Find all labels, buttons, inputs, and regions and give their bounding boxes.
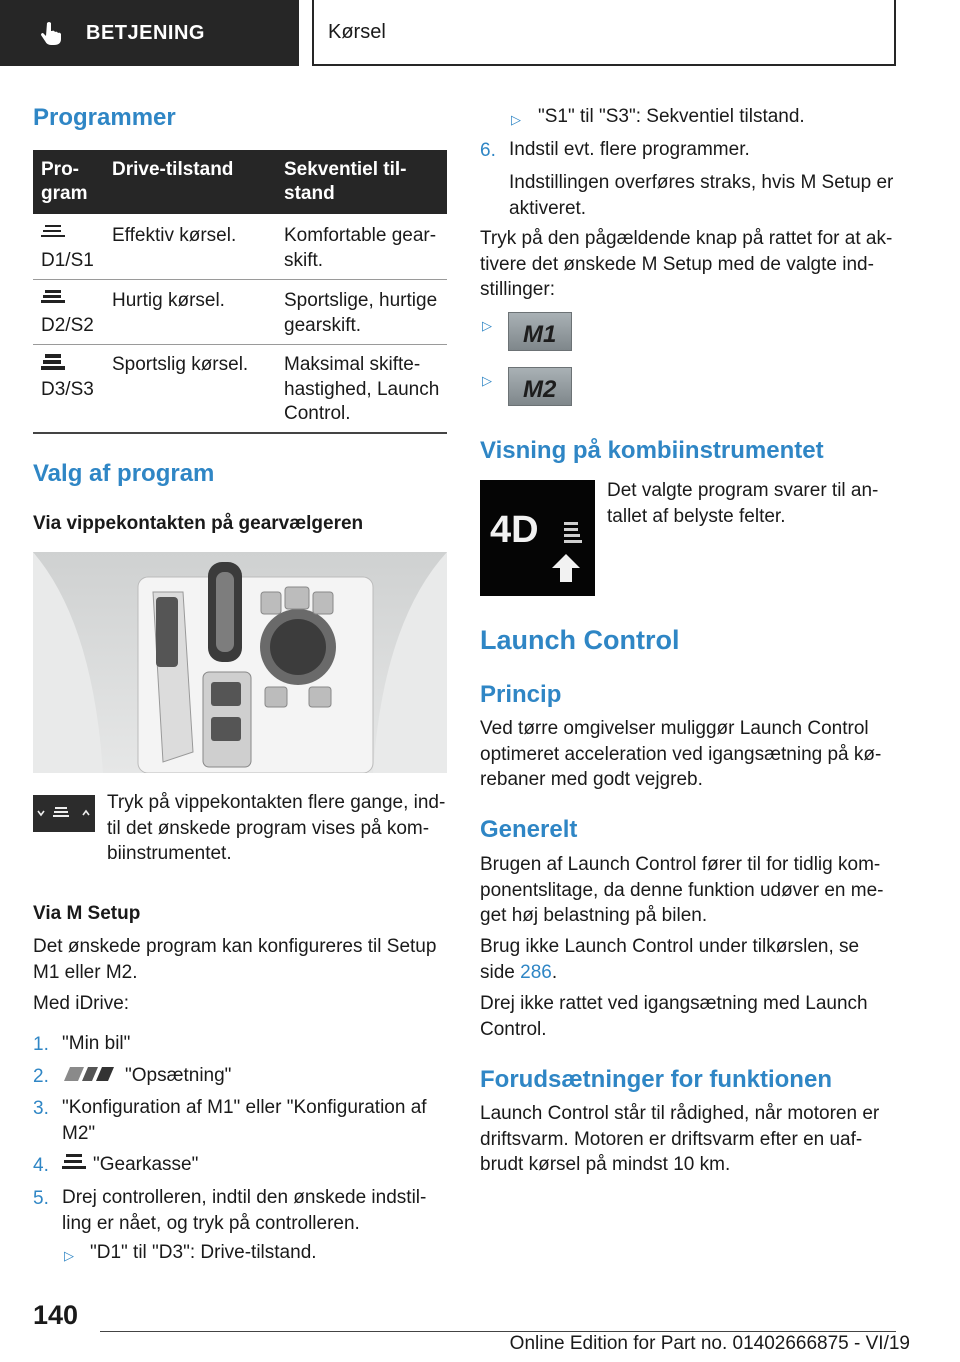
step-1-num: 1. — [33, 1034, 49, 1055]
gearbox-icon — [62, 1154, 86, 1170]
step-5-text: Drej controlleren, indtil den ønskede indstil- ling er nået, og tryk på controlleren. — [62, 1187, 427, 1234]
gear-selector-photo — [33, 552, 447, 773]
brug-paragraph — [480, 934, 859, 985]
step-3-num: 3. — [33, 1098, 49, 1119]
section-tab — [0, 0, 299, 66]
row-divider — [33, 279, 447, 280]
visning-text: Det valgte program svarer til an- tallet af belyste felter. — [607, 480, 879, 527]
gear-indicator: 4D — [490, 509, 539, 551]
table-row-1-drive: Effektiv kørsel. — [112, 225, 237, 246]
subheading-vippe: Via vippekontakten på gearvælgeren — [33, 513, 364, 534]
step-6-subtext: Indstillingen overføres straks, hvis M Setup er aktiveret. — [509, 172, 894, 219]
subheading-msetup: Via M Setup — [33, 903, 141, 924]
step-1-text: "Min bil" — [62, 1033, 131, 1054]
step-4-text: "Gearkasse" — [93, 1154, 199, 1175]
upshift-arrow-icon — [552, 554, 580, 582]
step-6-text: Indstil evt. flere programmer. — [509, 139, 750, 160]
page-number: 140 — [33, 1300, 79, 1330]
bullet-triangle-icon: ▷ — [482, 373, 492, 388]
section-label: BETJENING — [86, 21, 205, 44]
heading-visning: Visning på kombiinstrumentet — [480, 437, 824, 464]
step-5-num: 5. — [33, 1188, 49, 1209]
program-2-icon — [41, 290, 65, 304]
idrive-text: Med iDrive: — [33, 993, 130, 1014]
heading-princip: Princip — [480, 681, 562, 708]
m1-button-icon — [508, 312, 572, 351]
th-seq: Sekventiel til- stand — [284, 159, 407, 204]
footer-rule — [100, 1331, 896, 1332]
heading-programmer: Programmer — [33, 104, 176, 131]
settings-stripes-icon — [62, 1066, 116, 1082]
heading-forudsaetninger: Forudsætninger for funktionen — [480, 1066, 832, 1093]
step-3-text: "Konfiguration af M1" eller "Konfiguration af M2" — [62, 1097, 427, 1144]
vippe-text: Tryk på vippekontakten flere gange, ind- til det ønskede program vises på kom- biinstrumentet. — [107, 792, 446, 864]
heading-generelt: Generelt — [480, 816, 578, 843]
brug-text: Brug ikke Launch Control under tilkørslen, se side — [480, 936, 860, 983]
bullet-triangle-icon: ▷ — [511, 112, 521, 127]
tryk-text: Tryk på den pågældende knap på rattet for at ak- tivere det ønskede M Setup med de valgte ind- stillinger: — [480, 228, 893, 300]
princip-text: Ved tørre omgivelser muliggør Launch Control optimeret acceleration ved igangsætning på kø- rebaner med godt vejgreb. — [480, 718, 882, 790]
table-row-3-program: D3/S3 — [41, 379, 94, 400]
table-bottom-rule — [33, 432, 447, 434]
msetup-text: Det ønskede program kan konfigureres til Setup M1 eller M2. — [33, 936, 437, 983]
row-divider — [33, 344, 447, 345]
table-row-2-program: D2/S2 — [41, 315, 94, 336]
chapter-tab — [312, 0, 896, 66]
m2-label: M2 — [523, 376, 557, 403]
table-row-3-seq: Maksimal skifte- hastighed, Launch Control. — [284, 354, 440, 424]
bullet-triangle-icon: ▷ — [64, 1248, 74, 1263]
m1-label: M1 — [523, 321, 557, 348]
table-row-2-seq: Sportslige, hurtige gearskift. — [284, 290, 438, 336]
step-4-num: 4. — [33, 1155, 49, 1176]
th-drive: Drive-tilstand — [112, 159, 234, 180]
m2-button-icon — [508, 367, 572, 406]
step-2-num: 2. — [33, 1066, 49, 1087]
th-program: Pro- gram — [41, 159, 88, 204]
table-row-2-drive: Hurtig kørsel. — [112, 290, 225, 311]
table-row-3-drive: Sportslig kørsel. — [112, 354, 249, 375]
vippe-text-1 — [107, 790, 445, 867]
brug-end: . — [551, 961, 558, 983]
program-1-icon — [41, 224, 65, 238]
table-row-1-program: D1/S1 — [41, 250, 94, 271]
chapter-label: Kørsel — [328, 20, 386, 43]
heading-launch-control: Launch Control — [480, 625, 680, 655]
bullet-s-text: "S1" til "S3": Sekventiel tilstand. — [538, 106, 805, 127]
drej-text: Drej ikke rattet ved igangsætning med Launch Control. — [480, 993, 868, 1040]
rocker-switch-icon — [33, 795, 95, 832]
bullet-d-text: "D1" til "D3": Drive-tilstand. — [90, 1242, 317, 1263]
table-row-1-seq: Komfortable gear- skift. — [284, 225, 437, 271]
footer-edition: Online Edition for Part no. 01402666875 - VI/19 — [509, 1333, 910, 1354]
instrument-cluster-display — [480, 480, 595, 596]
bullet-triangle-icon: ▷ — [482, 318, 492, 333]
forud-text: Launch Control står til rådighed, når motoren er driftsvarm. Motoren er driftsvarm efter en uaf- brudt kørsel på mindst 10 km. — [480, 1103, 880, 1175]
generelt-text: Brugen af Launch Control fører til for tidlig kom- ponentslitage, da denne funktion udøver en me- get høj belastning på bilen. — [480, 854, 884, 926]
hand-icon — [40, 21, 62, 45]
heading-valg: Valg af program — [33, 460, 215, 487]
page-link-286[interactable]: 286 — [520, 961, 552, 983]
program-3-icon — [41, 354, 65, 370]
step-2-text: "Opsætning" — [125, 1065, 232, 1086]
step-6-num: 6. — [480, 140, 496, 161]
